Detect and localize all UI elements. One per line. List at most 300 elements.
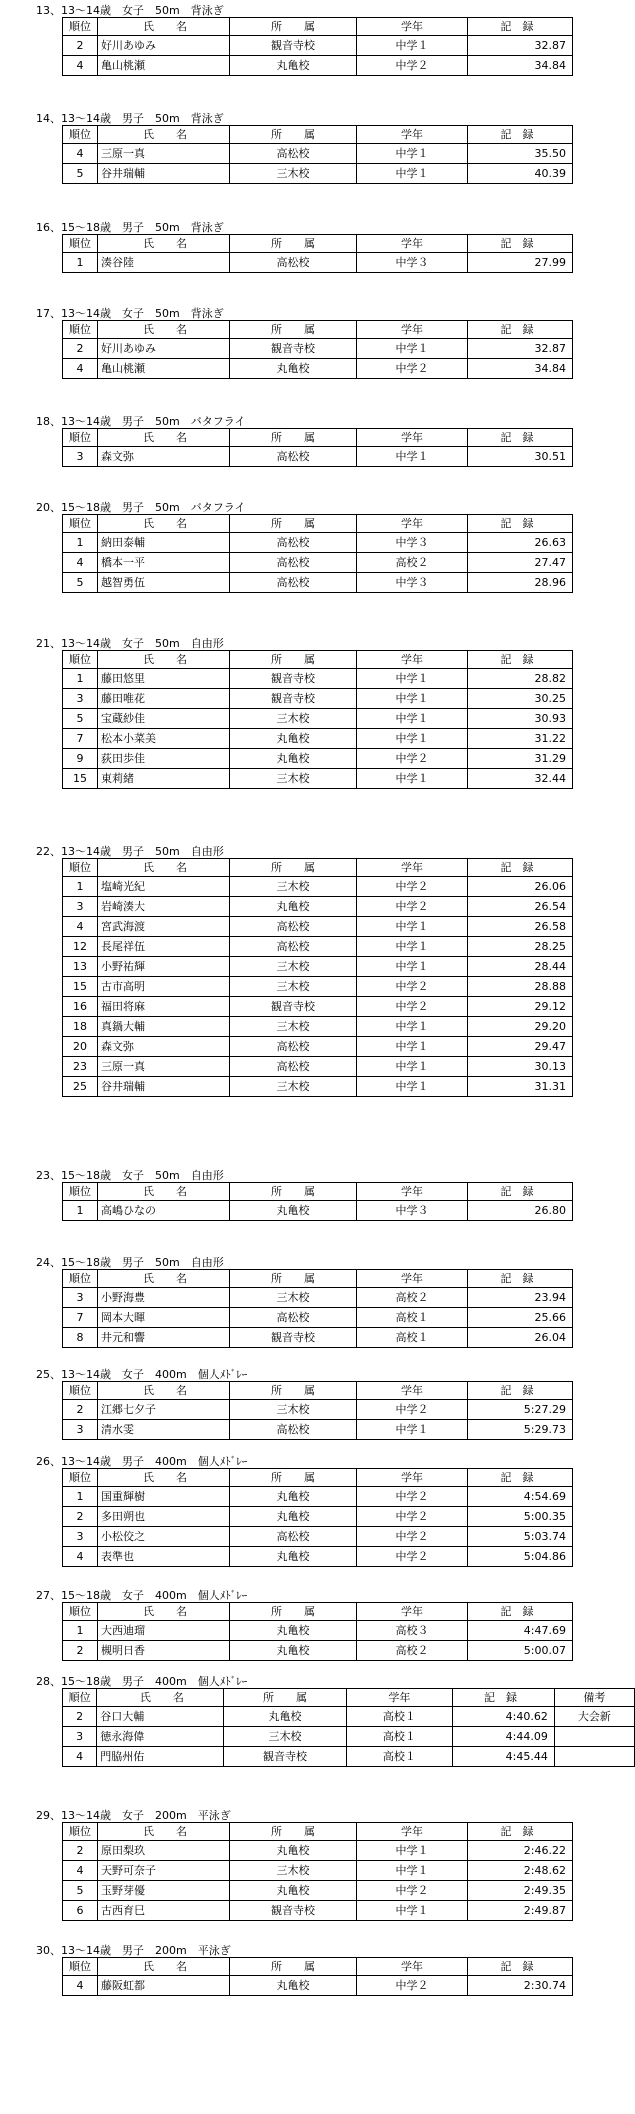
event-title — [36, 1809, 231, 1822]
grade-cell: 中学３ — [357, 533, 468, 553]
results-table — [62, 650, 573, 789]
rank-cell: 2 — [63, 1400, 98, 1420]
header-record: 記 録 — [453, 1689, 555, 1707]
table-row — [63, 359, 573, 379]
rank-cell: 23 — [63, 1057, 98, 1077]
grade-cell: 中学２ — [357, 997, 468, 1017]
table-row — [63, 1017, 573, 1037]
header-rank: 順位 — [63, 321, 98, 339]
grade-cell: 中学２ — [357, 1527, 468, 1547]
header-affiliation: 所 属 — [230, 321, 357, 339]
table-row — [63, 669, 573, 689]
header-grade: 学年 — [357, 126, 468, 144]
affiliation-cell: 高松校 — [230, 533, 357, 553]
name-cell: 国重輝樹 — [98, 1487, 230, 1507]
header-name: 氏 名 — [98, 1958, 230, 1976]
header-grade: 学年 — [357, 1603, 468, 1621]
name-cell: 谷口大輔 — [97, 1707, 224, 1727]
rank-cell: 3 — [63, 1420, 98, 1440]
table-row — [63, 56, 573, 76]
name-cell: 越智勇伍 — [98, 573, 230, 593]
grade-cell: 中学１ — [357, 709, 468, 729]
name-cell: 谷井瑞輔 — [98, 1077, 230, 1097]
record-cell: 31.31 — [468, 1077, 573, 1097]
record-cell: 30.13 — [468, 1057, 573, 1077]
grade-cell: 中学１ — [357, 769, 468, 789]
grade-cell: 高校１ — [346, 1747, 453, 1767]
record-cell: 26.63 — [468, 533, 573, 553]
rank-cell: 3 — [63, 1527, 98, 1547]
table-row — [63, 937, 573, 957]
event-number-separator: 、 — [50, 4, 61, 17]
name-cell: 古市高明 — [98, 977, 230, 997]
table-row — [63, 533, 573, 553]
record-cell: 2:49.87 — [468, 1901, 573, 1921]
table-header-row — [63, 321, 573, 339]
table-row — [63, 1901, 573, 1921]
table-header-row — [63, 235, 573, 253]
event-title — [36, 845, 224, 858]
header-record: 記 録 — [468, 1823, 573, 1841]
event-title — [36, 307, 224, 320]
record-cell: 35.50 — [468, 144, 573, 164]
event-title — [36, 1256, 224, 1269]
table-row — [63, 447, 573, 467]
header-grade: 学年 — [357, 1270, 468, 1288]
table-header-row — [63, 18, 573, 36]
affiliation-cell: 丸亀校 — [230, 1841, 357, 1861]
header-record: 記 録 — [468, 235, 573, 253]
event-number-separator: 、 — [50, 307, 61, 320]
affiliation-cell: 高松校 — [230, 447, 357, 467]
record-cell: 32.87 — [468, 339, 573, 359]
record-cell: 29.12 — [468, 997, 573, 1017]
record-cell: 34.84 — [468, 359, 573, 379]
note-cell — [554, 1747, 634, 1767]
table-row — [63, 769, 573, 789]
record-cell: 5:03.74 — [468, 1527, 573, 1547]
header-record: 記 録 — [468, 1382, 573, 1400]
header-rank: 順位 — [63, 515, 98, 533]
event-number: 20 — [36, 501, 50, 514]
rank-cell: 4 — [63, 144, 98, 164]
event-title — [36, 1944, 231, 1957]
header-record: 記 録 — [468, 18, 573, 36]
header-name: 氏 名 — [98, 1823, 230, 1841]
event-number-separator: 、 — [50, 1455, 61, 1468]
event-number-separator: 、 — [50, 637, 61, 650]
affiliation-cell: 三木校 — [230, 709, 357, 729]
affiliation-cell: 観音寺校 — [230, 1328, 357, 1348]
affiliation-cell: 三木校 — [230, 1077, 357, 1097]
header-name: 氏 名 — [98, 321, 230, 339]
name-cell: 玉野芽優 — [98, 1881, 230, 1901]
affiliation-cell: 高松校 — [230, 1420, 357, 1440]
name-cell: 湊谷陸 — [98, 253, 230, 273]
header-name: 氏 名 — [98, 1603, 230, 1621]
name-cell: 小松佼之 — [98, 1527, 230, 1547]
grade-cell: 高校２ — [357, 553, 468, 573]
affiliation-cell: 高松校 — [230, 253, 357, 273]
event-number-separator: 、 — [50, 501, 61, 514]
results-table — [62, 17, 573, 76]
header-affiliation: 所 属 — [230, 1823, 357, 1841]
affiliation-cell: 丸亀校 — [224, 1707, 346, 1727]
name-cell: 橋本一平 — [98, 553, 230, 573]
table-row — [63, 1487, 573, 1507]
affiliation-cell: 丸亀校 — [230, 749, 357, 769]
event-title — [36, 637, 224, 650]
rank-cell: 4 — [63, 1861, 98, 1881]
header-record: 記 録 — [468, 859, 573, 877]
name-cell: 小野海豊 — [98, 1288, 230, 1308]
header-affiliation: 所 属 — [224, 1689, 346, 1707]
grade-cell: 中学３ — [357, 573, 468, 593]
table-row — [63, 1057, 573, 1077]
header-rank: 順位 — [63, 1382, 98, 1400]
name-cell: 三原一真 — [98, 1057, 230, 1077]
grade-cell: 中学１ — [357, 1037, 468, 1057]
header-name: 氏 名 — [98, 429, 230, 447]
header-grade: 学年 — [357, 321, 468, 339]
record-cell: 5:00.07 — [468, 1641, 573, 1661]
header-grade: 学年 — [357, 651, 468, 669]
affiliation-cell: 高松校 — [230, 1527, 357, 1547]
table-header-row — [63, 126, 573, 144]
event-name: 13～14歳 男子 50m 自由形 — [61, 845, 224, 858]
record-cell: 4:47.69 — [468, 1621, 573, 1641]
header-rank: 順位 — [63, 1270, 98, 1288]
record-cell: 29.20 — [468, 1017, 573, 1037]
table-header-row — [63, 1183, 573, 1201]
event-title — [36, 1589, 247, 1602]
grade-cell: 中学２ — [357, 1487, 468, 1507]
record-cell: 29.47 — [468, 1037, 573, 1057]
grade-cell: 中学１ — [357, 1841, 468, 1861]
grade-cell: 高校１ — [357, 1308, 468, 1328]
event-number-separator: 、 — [50, 1809, 61, 1822]
affiliation-cell: 高松校 — [230, 553, 357, 573]
affiliation-cell: 丸亀校 — [230, 359, 357, 379]
grade-cell: 中学１ — [357, 1057, 468, 1077]
table-row — [63, 1308, 573, 1328]
table-row — [63, 36, 573, 56]
rank-cell: 15 — [63, 769, 98, 789]
event-title — [36, 1368, 247, 1381]
affiliation-cell: 高松校 — [230, 144, 357, 164]
name-cell: 長尾祥伍 — [98, 937, 230, 957]
affiliation-cell: 三木校 — [230, 977, 357, 997]
header-grade: 学年 — [357, 1469, 468, 1487]
event-title — [36, 1455, 247, 1468]
record-cell: 40.39 — [468, 164, 573, 184]
grade-cell: 中学２ — [357, 977, 468, 997]
header-name: 氏 名 — [98, 1270, 230, 1288]
record-cell: 32.87 — [468, 36, 573, 56]
affiliation-cell: 丸亀校 — [230, 1881, 357, 1901]
table-row — [63, 553, 573, 573]
grade-cell: 中学１ — [357, 164, 468, 184]
table-header-row — [63, 1689, 635, 1707]
rank-cell: 2 — [63, 1507, 98, 1527]
event-title — [36, 1675, 247, 1688]
table-row — [63, 749, 573, 769]
header-record: 記 録 — [468, 321, 573, 339]
table-row — [63, 1037, 573, 1057]
header-affiliation: 所 属 — [230, 1270, 357, 1288]
header-affiliation: 所 属 — [230, 859, 357, 877]
rank-cell: 13 — [63, 957, 98, 977]
name-cell: 藤田唯花 — [98, 689, 230, 709]
results-table — [62, 1688, 635, 1767]
name-cell: 原田梨玖 — [98, 1841, 230, 1861]
event-number-separator: 、 — [50, 415, 61, 428]
affiliation-cell: 丸亀校 — [230, 1487, 357, 1507]
table-row — [63, 1881, 573, 1901]
table-row — [63, 709, 573, 729]
table-row — [63, 1641, 573, 1661]
header-rank: 順位 — [63, 429, 98, 447]
event-name: 13～14歳 女子 400m 個人ﾒﾄﾞﾚｰ — [61, 1368, 248, 1381]
name-cell: 岩崎湊大 — [98, 897, 230, 917]
header-rank: 順位 — [63, 1823, 98, 1841]
rank-cell: 4 — [63, 1547, 98, 1567]
header-affiliation: 所 属 — [230, 1469, 357, 1487]
grade-cell: 中学１ — [357, 937, 468, 957]
affiliation-cell: 観音寺校 — [230, 689, 357, 709]
rank-cell: 4 — [63, 1976, 98, 1996]
record-cell: 4:44.09 — [453, 1727, 555, 1747]
event-number: 30 — [36, 1944, 50, 1957]
rank-cell: 3 — [63, 1727, 97, 1747]
table-row — [63, 689, 573, 709]
event-title — [36, 415, 245, 428]
affiliation-cell: 丸亀校 — [230, 1976, 357, 1996]
table-header-row — [63, 859, 573, 877]
name-cell: 福田将麻 — [98, 997, 230, 1017]
rank-cell: 1 — [63, 669, 98, 689]
event-name: 15～18歳 男子 50m バタフライ — [61, 501, 246, 514]
note-cell: 大会新 — [554, 1707, 634, 1727]
rank-cell: 7 — [63, 729, 98, 749]
header-grade: 学年 — [357, 859, 468, 877]
header-rank: 順位 — [63, 651, 98, 669]
header-affiliation: 所 属 — [230, 651, 357, 669]
rank-cell: 2 — [63, 1841, 98, 1861]
affiliation-cell: 観音寺校 — [230, 36, 357, 56]
event-number: 24 — [36, 1256, 50, 1269]
rank-cell: 1 — [63, 1487, 98, 1507]
name-cell: 藤阪虹都 — [98, 1976, 230, 1996]
name-cell: 森文弥 — [98, 1037, 230, 1057]
table-row — [63, 877, 573, 897]
grade-cell: 中学２ — [357, 1881, 468, 1901]
event-name: 13～14歳 女子 50m 自由形 — [61, 637, 224, 650]
table-header-row — [63, 1823, 573, 1841]
record-cell: 30.25 — [468, 689, 573, 709]
event-number: 13 — [36, 4, 50, 17]
table-header-row — [63, 651, 573, 669]
name-cell: 宮武海渡 — [98, 917, 230, 937]
grade-cell: 中学１ — [357, 1861, 468, 1881]
table-header-row — [63, 515, 573, 533]
header-affiliation: 所 属 — [230, 235, 357, 253]
grade-cell: 中学２ — [357, 1976, 468, 1996]
header-record: 記 録 — [468, 126, 573, 144]
name-cell: 古西育巳 — [98, 1901, 230, 1921]
header-name: 氏 名 — [98, 1183, 230, 1201]
table-header-row — [63, 1382, 573, 1400]
name-cell: 荻田歩佳 — [98, 749, 230, 769]
event-number: 29 — [36, 1809, 50, 1822]
table-row — [63, 1420, 573, 1440]
rank-cell: 1 — [63, 253, 98, 273]
record-cell: 26.04 — [468, 1328, 573, 1348]
header-rank: 順位 — [63, 235, 98, 253]
header-record: 記 録 — [468, 515, 573, 533]
record-cell: 25.66 — [468, 1308, 573, 1328]
header-rank: 順位 — [63, 1958, 98, 1976]
table-header-row — [63, 1270, 573, 1288]
header-record: 記 録 — [468, 429, 573, 447]
name-cell: 多田朔也 — [98, 1507, 230, 1527]
header-affiliation: 所 属 — [230, 429, 357, 447]
grade-cell: 中学２ — [357, 359, 468, 379]
rank-cell: 6 — [63, 1901, 98, 1921]
event-number: 14 — [36, 112, 50, 125]
event-number-separator: 、 — [50, 112, 61, 125]
header-grade: 学年 — [346, 1689, 453, 1707]
table-row — [63, 1328, 573, 1348]
event-number: 25 — [36, 1368, 50, 1381]
grade-cell: 中学２ — [357, 1400, 468, 1420]
table-row — [63, 1841, 573, 1861]
affiliation-cell: 三木校 — [230, 1288, 357, 1308]
table-header-row — [63, 1469, 573, 1487]
event-number: 27 — [36, 1589, 50, 1602]
grade-cell: 中学３ — [357, 1201, 468, 1221]
name-cell: 東莉緒 — [98, 769, 230, 789]
rank-cell: 1 — [63, 533, 98, 553]
header-grade: 学年 — [357, 1958, 468, 1976]
event-name: 13～14歳 女子 200m 平泳ぎ — [61, 1809, 231, 1822]
results-table — [62, 1182, 573, 1221]
rank-cell: 18 — [63, 1017, 98, 1037]
record-cell: 27.47 — [468, 553, 573, 573]
header-record: 記 録 — [468, 1603, 573, 1621]
name-cell: 岡本大暉 — [98, 1308, 230, 1328]
record-cell: 5:27.29 — [468, 1400, 573, 1420]
header-rank: 順位 — [63, 1183, 98, 1201]
record-cell: 26.80 — [468, 1201, 573, 1221]
event-number-separator: 、 — [50, 1675, 61, 1688]
header-name: 氏 名 — [98, 1469, 230, 1487]
rank-cell: 2 — [63, 339, 98, 359]
results-table — [62, 428, 573, 467]
rank-cell: 3 — [63, 897, 98, 917]
name-cell: 三原一真 — [98, 144, 230, 164]
record-cell: 4:45.44 — [453, 1747, 555, 1767]
table-row — [63, 729, 573, 749]
event-number-separator: 、 — [50, 1368, 61, 1381]
affiliation-cell: 観音寺校 — [230, 1901, 357, 1921]
record-cell: 2:46.22 — [468, 1841, 573, 1861]
affiliation-cell: 三木校 — [224, 1727, 346, 1747]
grade-cell: 中学２ — [357, 877, 468, 897]
event-name: 15～18歳 男子 50m 自由形 — [61, 1256, 224, 1269]
record-cell: 30.93 — [468, 709, 573, 729]
event-number-separator: 、 — [50, 1169, 61, 1182]
header-grade: 学年 — [357, 18, 468, 36]
record-cell: 26.54 — [468, 897, 573, 917]
record-cell: 34.84 — [468, 56, 573, 76]
affiliation-cell: 観音寺校 — [230, 997, 357, 1017]
affiliation-cell: 高松校 — [230, 917, 357, 937]
event-number-separator: 、 — [50, 1256, 61, 1269]
results-table — [62, 1381, 573, 1440]
affiliation-cell: 丸亀校 — [230, 1507, 357, 1527]
name-cell: 高嶋ひなの — [98, 1201, 230, 1221]
grade-cell: 中学３ — [357, 253, 468, 273]
table-row — [63, 977, 573, 997]
header-name: 氏 名 — [98, 859, 230, 877]
header-affiliation: 所 属 — [230, 1183, 357, 1201]
grade-cell: 高校１ — [357, 1328, 468, 1348]
name-cell: 納田泰輔 — [98, 533, 230, 553]
table-row — [63, 1077, 573, 1097]
header-record: 記 録 — [468, 1469, 573, 1487]
name-cell: 門脇州佑 — [97, 1747, 224, 1767]
grade-cell: 高校１ — [346, 1727, 453, 1747]
event-title — [36, 1169, 224, 1182]
event-number: 17 — [36, 307, 50, 320]
record-cell: 5:04.86 — [468, 1547, 573, 1567]
affiliation-cell: 観音寺校 — [230, 669, 357, 689]
grade-cell: 中学１ — [357, 36, 468, 56]
grade-cell: 中学１ — [357, 957, 468, 977]
rank-cell: 3 — [63, 447, 98, 467]
event-name: 13～14歳 男子 50m バタフライ — [61, 415, 246, 428]
name-cell: 表準也 — [98, 1547, 230, 1567]
affiliation-cell: 丸亀校 — [230, 56, 357, 76]
event-number: 18 — [36, 415, 50, 428]
event-name: 13～14歳 女子 50m 背泳ぎ — [61, 307, 224, 320]
rank-cell: 5 — [63, 1881, 98, 1901]
rank-cell: 3 — [63, 1288, 98, 1308]
affiliation-cell: 三木校 — [230, 1861, 357, 1881]
grade-cell: 中学１ — [357, 339, 468, 359]
header-affiliation: 所 属 — [230, 126, 357, 144]
results-table — [62, 1468, 573, 1567]
header-name: 氏 名 — [98, 126, 230, 144]
rank-cell: 9 — [63, 749, 98, 769]
table-header-row — [63, 429, 573, 447]
event-number: 26 — [36, 1455, 50, 1468]
event-number-separator: 、 — [50, 845, 61, 858]
event-number: 28 — [36, 1675, 50, 1688]
affiliation-cell: 丸亀校 — [230, 1547, 357, 1567]
name-cell: 亀山桃瀬 — [98, 359, 230, 379]
event-number: 22 — [36, 845, 50, 858]
event-name: 13～14歳 女子 50m 背泳ぎ — [61, 4, 224, 17]
header-affiliation: 所 属 — [230, 18, 357, 36]
grade-cell: 高校３ — [357, 1621, 468, 1641]
name-cell: 槻明日香 — [98, 1641, 230, 1661]
header-rank: 順位 — [63, 126, 98, 144]
record-cell: 23.94 — [468, 1288, 573, 1308]
event-name: 15～18歳 男子 50m 背泳ぎ — [61, 221, 224, 234]
name-cell: 大西迪瑠 — [98, 1621, 230, 1641]
